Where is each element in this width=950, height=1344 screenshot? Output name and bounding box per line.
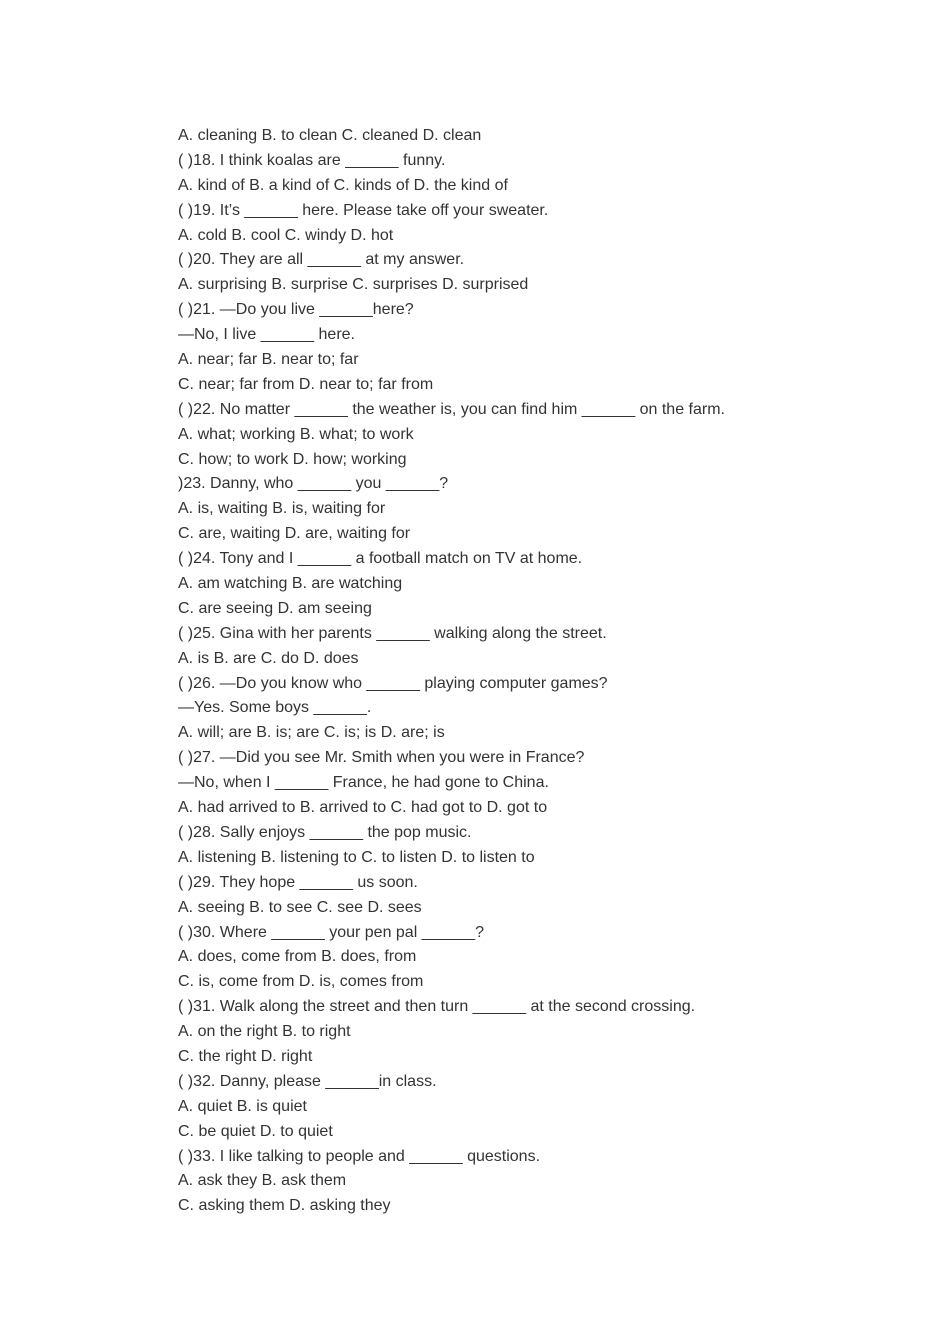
option-line: A. seeing B. to see C. see D. sees [178,898,422,916]
option-line: A. on the right B. to right [178,1023,351,1041]
option-line: A. surprising B. surprise C. surprises D. surprised [178,276,529,294]
option-line: A. does, come from B. does, from [178,948,417,966]
question-line: ( )30. Where ______ your pen pal ______? [178,923,484,941]
option-line: A. kind of B. a kind of C. kinds of D. the kind of [178,176,508,194]
question-line: ( )28. Sally enjoys ______ the pop music. [178,823,472,841]
question-line: ( )18. I think koalas are ______ funny. [178,151,446,169]
option-line: C. the right D. right [178,1047,313,1065]
option-line: C. are seeing D. am seeing [178,599,372,617]
option-line: C. near; far from D. near to; far from [178,375,434,393]
question-line: ( )24. Tony and I ______ a football match on TV at home. [178,550,583,568]
option-line: A. cleaning B. to clean C. cleaned D. clean [178,127,482,144]
dialogue-line: —Yes. Some boys ______. [178,699,372,717]
question-line: ( )26. —Do you know who ______ playing computer games? [178,674,608,692]
option-line: A. what; working B. what; to work [178,425,414,443]
question-line: ( )25. Gina with her parents ______ walking along the street. [178,624,607,642]
option-line: A. quiet B. is quiet [178,1097,307,1115]
option-line: A. near; far B. near to; far [178,351,359,369]
option-line: A. listening B. listening to C. to listen D. to listen to [178,848,535,866]
option-line: C. asking them D. asking they [178,1197,391,1215]
option-line: C. are, waiting D. are, waiting for [178,525,411,543]
option-line: C. be quiet D. to quiet [178,1122,333,1140]
option-line: A. will; are B. is; are C. is; is D. are; is [178,724,445,742]
question-line: ( )27. —Did you see Mr. Smith when you were in France? [178,749,585,767]
dialogue-line: —No, when I ______ France, he had gone to China. [178,774,549,792]
question-line: ( )19. It’s ______ here. Please take off your sweater. [178,201,549,219]
question-line: ( )33. I like talking to people and ______ questions. [178,1147,541,1165]
question-list [178,124,878,1219]
option-line: A. am watching B. are watching [178,575,403,593]
option-line: C. how; to work D. how; working [178,450,407,468]
question-line: ( )21. —Do you live ______here? [178,301,414,319]
option-line: A. ask they B. ask them [178,1172,347,1190]
dialogue-line: —No, I live ______ here. [178,326,355,344]
option-line: A. cold B. cool C. windy D. hot [178,226,394,244]
option-line: C. is, come from D. is, comes from [178,973,424,991]
option-line: A. had arrived to B. arrived to C. had got to D. got to [178,799,548,817]
question-line: ( )31. Walk along the street and then turn ______ at the second crossing. [178,998,696,1016]
question-line: ( )22. No matter ______ the weather is, you can find him ______ on the farm. [178,400,725,418]
question-line: ( )32. Danny, please ______in class. [178,1072,437,1090]
option-line: A. is, waiting B. is, waiting for [178,500,386,518]
question-line: ( )29. They hope ______ us soon. [178,873,418,891]
question-line: ( )20. They are all ______ at my answer. [178,251,465,269]
question-line: )23. Danny, who ______ you ______? [178,475,449,493]
option-line: A. is B. are C. do D. does [178,649,359,667]
